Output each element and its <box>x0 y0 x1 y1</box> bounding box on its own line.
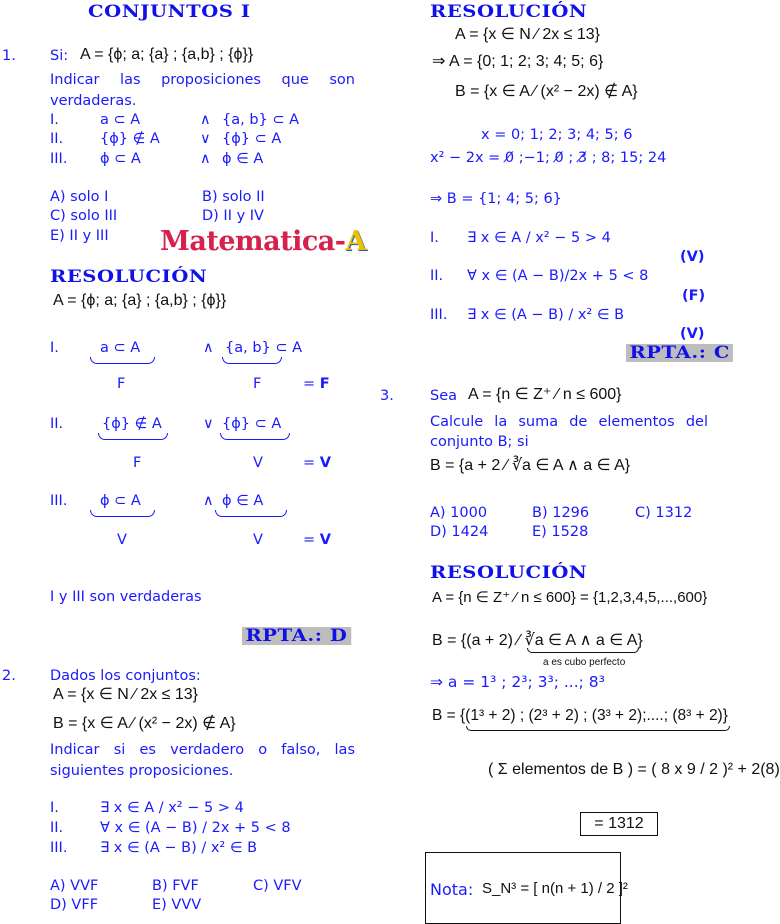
row-label: I. <box>50 340 59 356</box>
truth-value: V <box>117 532 127 548</box>
option-c: C) VFV <box>253 878 302 894</box>
logo-letter: A <box>345 226 366 257</box>
row-label: III. <box>50 840 68 856</box>
row-label: II. <box>430 268 444 284</box>
row-label: I. <box>430 230 439 246</box>
text: Dados los conjuntos: <box>50 668 201 684</box>
note-label: Nota: <box>430 880 474 899</box>
note-formula: S_N³ = [ n(n + 1) / 2 ]² <box>482 880 628 897</box>
underbrace <box>222 357 282 364</box>
math: ϕ ∈ A <box>222 493 264 509</box>
math: a ⊂ A <box>100 340 141 356</box>
text: siguientes proposiciones. <box>50 763 234 779</box>
row-label: III. <box>50 151 68 167</box>
problem-number: 3. <box>380 388 394 404</box>
section-heading: RESOLUCIÓN <box>430 2 588 22</box>
math-set: B = {a + 2 ⁄ ∛a ∈ A ∧ a ∈ A} <box>430 457 631 474</box>
math: {ϕ} ⊂ A <box>222 416 282 432</box>
connector: ∧ <box>200 151 211 167</box>
math-set: B = {x ∈ A ⁄ (x² − 2x) ∉ A} <box>455 83 638 100</box>
math: {a, b} ⊂ A <box>222 112 300 128</box>
text: conjunto B; si <box>430 434 529 450</box>
truth-value: F <box>117 376 126 392</box>
option-d: D) 1424 <box>430 524 489 540</box>
truth-value: (F) <box>682 288 706 304</box>
proposition: ∃ x ∈ (A − B) / x² ∈ B <box>100 840 258 856</box>
row-label: II. <box>50 416 64 432</box>
logo <box>160 226 366 257</box>
math-set: B = {x ∈ A ⁄ (x² − 2x) ∉ A} <box>53 715 236 732</box>
math: {ϕ} ⊂ A <box>222 131 282 147</box>
option-a: A) VVF <box>50 878 99 894</box>
proposition: ∀ x ∈ (A − B) / 2x + 5 < 8 <box>100 820 291 836</box>
proposition: ∃ x ∈ A / x² − 5 > 4 <box>467 230 611 246</box>
result-value: V <box>319 532 331 548</box>
connector: ∧ <box>203 340 214 356</box>
row-label: II. <box>50 820 64 836</box>
equals: = <box>303 455 320 471</box>
truth-value: V <box>253 532 263 548</box>
underbrace <box>90 357 155 364</box>
option-a: A) 1000 <box>430 505 488 521</box>
underbrace <box>215 510 287 517</box>
option-e: E) 1528 <box>532 524 589 540</box>
b-result: ⇒ B = {1; 4; 5; 6} <box>430 191 562 207</box>
option-e: E) II y III <box>50 228 109 244</box>
truth-value: F <box>253 376 262 392</box>
text: Sea <box>430 388 458 404</box>
math: {ϕ} ∉ A <box>100 131 160 147</box>
equals: = <box>303 532 320 548</box>
equals: = <box>303 376 320 392</box>
answer-badge: RPTA.: C <box>626 344 733 362</box>
result <box>303 531 331 549</box>
proposition: ∀ x ∈ (A − B)/2x + 5 < 8 <box>467 268 649 284</box>
connector: ∨ <box>203 416 214 432</box>
result <box>303 375 330 393</box>
note-box <box>425 852 628 924</box>
math-set: A = {ϕ; a; {a} ; {a,b} ; {ϕ}} <box>53 292 227 309</box>
math-set: B = {(1³ + 2) ; (2³ + 2) ; (3³ + 2);....; (8³ + 2)} <box>432 707 728 724</box>
math: {ϕ} ∉ A <box>102 416 162 432</box>
conclusion: I y III son verdaderas <box>50 589 202 605</box>
row-label: III. <box>430 307 448 323</box>
truth-value: F <box>133 455 142 471</box>
text: Indicar las proposiciones que son <box>50 72 355 88</box>
result <box>303 454 331 472</box>
sum-formula: ( Σ elementos de B ) = ( 8 x 9 / 2 )² + 2(8) <box>488 761 780 778</box>
brace-note: a es cubo perfecto <box>543 657 626 668</box>
row-label: II. <box>50 131 64 147</box>
option-c: C) 1312 <box>635 505 693 521</box>
math-set: A = {n ∈ Z⁺ ⁄ n ≤ 600} = {1,2,3,4,5,...,600} <box>432 589 708 606</box>
underbrace <box>90 510 155 517</box>
underbrace <box>220 433 290 440</box>
math: ϕ ⊂ A <box>100 151 141 167</box>
math-set: A = {x ∈ N ⁄ 2x ≤ 13} <box>53 686 199 703</box>
option-a: A) solo I <box>50 189 109 205</box>
result-value: F <box>319 376 330 392</box>
truth-value: (V) <box>680 249 705 265</box>
f-values: x² − 2x = 0̸ ;−1; 0̸ ; 3̸ ; 8; 15; 24 <box>430 150 667 166</box>
math-set: ⇒ A = {0; 1; 2; 3; 4; 5; 6} <box>432 53 604 70</box>
math: ϕ ⊂ A <box>100 493 141 509</box>
underbrace <box>527 648 639 653</box>
option-c: C) solo III <box>50 208 118 224</box>
row-label: III. <box>50 493 68 509</box>
x-values: x = 0; 1; 2; 3; 4; 5; 6 <box>481 127 633 143</box>
math: {a, b} ⊂ A <box>225 340 303 356</box>
logo-text: Matematica- <box>160 226 346 257</box>
text: verdaderas. <box>50 93 137 109</box>
cubes: ⇒ a = 1³ ; 2³; 3³; ...; 8³ <box>430 673 605 691</box>
section-heading: RESOLUCIÓN <box>430 563 588 583</box>
connector: ∨ <box>200 131 211 147</box>
result-value: V <box>319 455 331 471</box>
truth-value: V <box>253 455 263 471</box>
underbrace <box>98 433 168 440</box>
option-b: B) 1296 <box>532 505 590 521</box>
option-d: D) II y IV <box>202 208 264 224</box>
option-e: E) VVV <box>152 897 202 913</box>
page-title: CONJUNTOS I <box>88 2 251 22</box>
connector: ∧ <box>200 112 211 128</box>
text: Indicar si es verdadero o falso, las <box>50 742 355 758</box>
math: ϕ ∈ A <box>222 151 264 167</box>
underbrace <box>466 726 730 731</box>
option-b: B) solo II <box>202 189 265 205</box>
text: Calcule la suma de elementos del <box>430 414 708 430</box>
proposition: ∃ x ∈ (A − B) / x² ∈ B <box>467 307 625 323</box>
math: a ⊂ A <box>100 112 141 128</box>
option-b: B) FVF <box>152 878 199 894</box>
result-box: = 1312 <box>580 812 658 836</box>
text: Si: <box>50 48 69 64</box>
truth-value: (V) <box>680 326 705 342</box>
option-d: D) VFF <box>50 897 99 913</box>
math-set: A = {x ∈ N ⁄ 2x ≤ 13} <box>455 26 601 43</box>
proposition: ∃ x ∈ A / x² − 5 > 4 <box>100 800 244 816</box>
answer-badge: RPTA.: D <box>242 627 351 645</box>
problem-number: 1. <box>2 48 16 64</box>
problem-number: 2. <box>2 668 16 684</box>
math-set: B = {(a + 2) ⁄ ∛a ∈ A ∧ a ∈ A} <box>432 632 643 649</box>
math-set: A = {ϕ; a; {a} ; {a,b} ; {ϕ}} <box>80 46 254 63</box>
row-label: I. <box>50 800 59 816</box>
connector: ∧ <box>203 493 214 509</box>
section-heading: RESOLUCIÓN <box>50 267 208 287</box>
row-label: I. <box>50 112 59 128</box>
math-set: A = {n ∈ Z⁺ ⁄ n ≤ 600} <box>468 386 622 403</box>
